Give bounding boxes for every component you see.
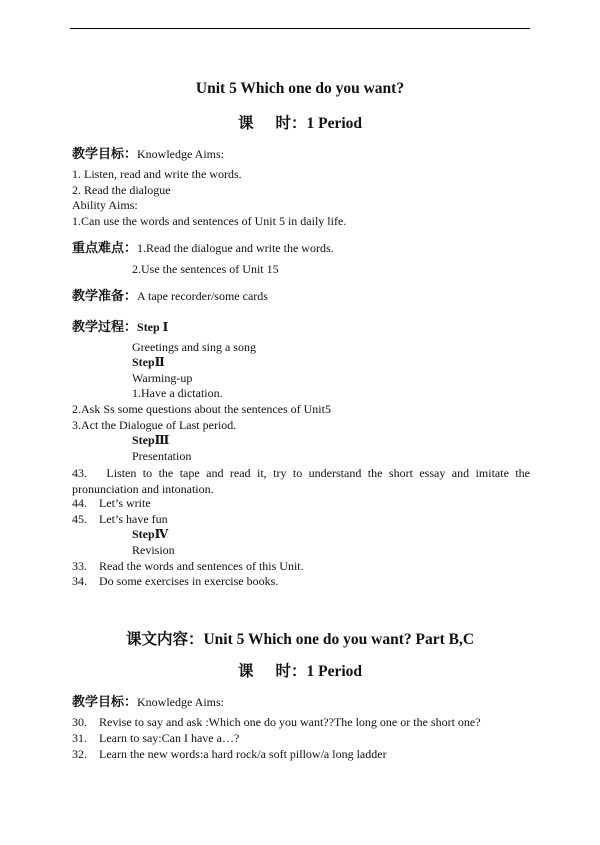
key-points-label: 重点难点： [72,241,138,256]
preparation-label: 教学准备： [72,289,138,304]
lesson1-title-text: Unit 5 Which one do you want? [195,80,405,97]
key-points [72,237,334,257]
item-text: Learn the new words:a hard rock/a soft pillow/a long ladder [99,747,387,761]
lesson2-title-text: Unit 5 Which one do you want? Part B,C [203,631,475,648]
ability-label: Ability Aims: [72,198,138,212]
preparation [72,285,268,305]
period-char-2: 时： [275,663,307,680]
item-text: Read the words and sentences of this Unit. [99,559,304,573]
step4-title: Revision [132,543,175,557]
item-number: 45. [72,512,87,526]
header-rule [70,28,530,29]
step2-item-1: Warming-up [132,371,193,385]
lesson1-title [0,80,600,98]
step2-item-2: 1.Have a dictation. [132,386,223,400]
period-value: 1 Period [306,663,363,680]
item-text: Let’s write [99,496,151,510]
item-number: 44. [72,496,87,510]
key-point-1: 1.Read the dialogue and write the words. [137,241,334,255]
process [72,316,168,336]
step3-item-45 [72,512,168,527]
objectives-label: 教学目标： [72,695,138,710]
objectives-label: 教学目标： [72,147,138,162]
lesson2-title [0,627,600,649]
lesson2-period [0,659,600,681]
knowledge-aim-1: 1. Listen, read and write the words. [72,167,242,181]
step3-heading: StepⅢ [132,433,170,447]
item-number: 43. [72,466,87,480]
preparation-text: A tape recorder/some cards [137,289,268,303]
item-text: Revise to say and ask :Which one do you want??The long one or the short one? [99,715,481,729]
period-char-1: 课 [237,663,254,680]
item-number: 32. [72,747,87,761]
ability-aim-1: 1.Can use the words and sentences of Unit 5 in daily life. [72,214,347,228]
step1-item-1: Greetings and sing a song [132,340,256,354]
item-number: 33. [72,559,87,573]
period-char-1: 课 [237,115,254,132]
objectives-intro: Knowledge Aims: [137,695,225,709]
key-point-2: 2.Use the sentences of Unit 15 [132,262,279,276]
step4-item-33 [72,559,304,574]
process-label: 教学过程： [72,320,138,335]
step1-heading: Step Ⅰ [137,320,169,334]
knowledge-aim-2: 2. Read the dialogue [72,183,171,197]
lesson2-objectives [72,691,224,711]
step3-title: Presentation [132,449,192,463]
lesson2-item-32 [72,747,387,762]
item-text: Listen to the tape and read it, try to understand the short essay and imitate the pronunciation and intonation. [72,466,530,496]
item-number: 30. [72,715,87,729]
step4-item-34 [72,574,278,589]
item-text: Learn to say:Can I have a…? [99,731,240,745]
period-value: 1 Period [306,115,363,132]
lesson1-objectives [72,143,224,163]
item-text: Let’s have fun [99,512,168,526]
step2-sub-2: 3.Act the Dialogue of Last period. [72,418,237,432]
lesson1-period [0,111,600,133]
step3-item-44 [72,496,151,511]
objectives-intro: Knowledge Aims: [137,147,225,161]
step2-sub-1: 2.Ask Ss some questions about the sentences of Unit5 [72,402,331,416]
period-char-2: 时： [275,115,307,132]
item-number: 34. [72,574,87,588]
lesson2-title-label: 课文内容： [125,631,204,648]
item-number: 31. [72,731,87,745]
lesson2-item-30 [72,715,481,730]
step3-item-43 [72,465,530,497]
step4-heading: StepⅣ [132,527,169,541]
step2-heading: StepⅡ [132,355,165,369]
lesson2-item-31 [72,731,239,746]
item-text: Do some exercises in exercise books. [99,574,279,588]
